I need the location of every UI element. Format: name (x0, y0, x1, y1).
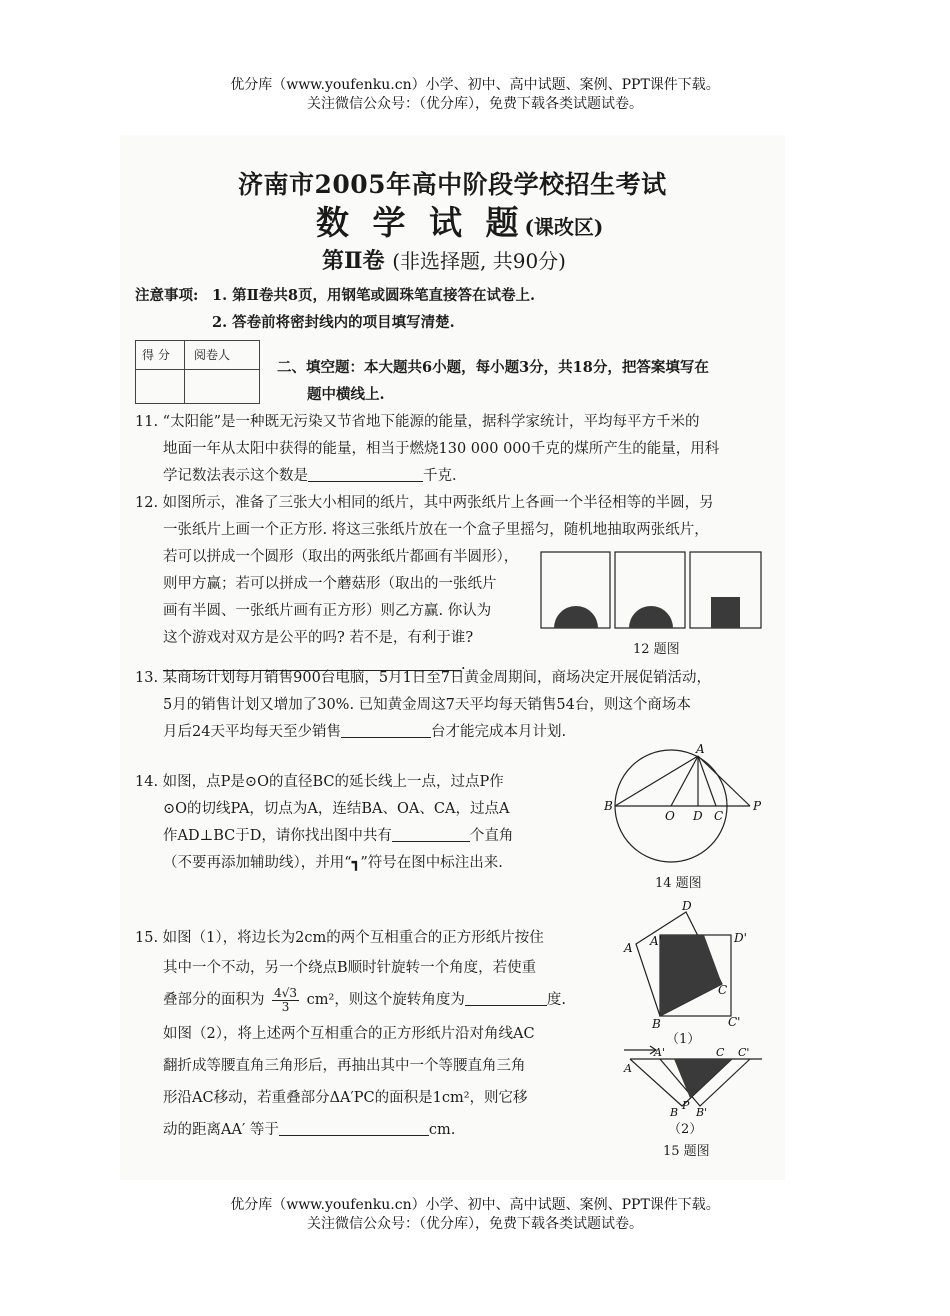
q14-line-1: 14. 如图，点P是⊙O的直径BC的延长线上一点，过点P作 (135, 774, 504, 790)
q14-line-3: 作AD⊥BC于D，请你找出图中共有 个直角 (163, 822, 513, 850)
segment-ba (615, 756, 698, 806)
q15-line-4: 如图（2），将上述两个互相重合的正方形纸片沿对角线AC (163, 1026, 535, 1042)
label-p: P (682, 1099, 690, 1112)
half-circle-1 (554, 606, 598, 628)
q15-line-5: 翻折成等腰直角三角形后，再抽出其中一个等腰直角三角 (163, 1058, 526, 1074)
q15-answer-blank-1 (465, 989, 547, 1006)
volume-note: (非选择题, 共90分) (392, 249, 566, 273)
label-c: C (714, 809, 724, 823)
label-c1: C' (738, 1046, 750, 1059)
label-a1: A' (654, 1046, 665, 1059)
label-o: O (665, 809, 675, 823)
q13-line-1: 13. 某商场计划每月销售900台电脑，5月1日至7日黄金周期间，商场决定开展促销活动， (135, 670, 712, 686)
q12-line-2: 一张纸片上画一个正方形. 将这三张纸片放在一个盒子里摇匀，随机地抽取两张纸片， (163, 522, 709, 538)
q15-line-6: 形沿AC移动，若重叠部分ΔA′PC的面积是1cm²，则它移 (163, 1090, 528, 1106)
q14-answer-blank (392, 825, 470, 842)
q15-caption: 15 题图 (663, 1144, 710, 1159)
label-b: B (604, 799, 613, 813)
subject-name: 数 学 试 题 (316, 203, 525, 242)
section-heading-2: 题中横线上. (307, 386, 385, 403)
half-circle-2 (629, 606, 673, 628)
q14-caption: 14 题图 (655, 876, 702, 891)
label-c: C (716, 1046, 725, 1059)
label-a: A (624, 1062, 632, 1075)
watermark-line-1: 优分库（www.youfenku.cn）小学、初中、高中试题、案例、PPT课件下载。 (230, 77, 720, 93)
q14-line-2: ⊙O的切线PA，切点为A，连结BA、OA、CA，过点A (163, 801, 510, 817)
watermark-footer (0, 1196, 950, 1234)
notice-item-2: 2. 答卷前将密封线内的项目填写清楚. (212, 314, 455, 331)
q15-answer-blank-2 (279, 1119, 429, 1136)
q15-sub-caption-2: （2） (668, 1122, 703, 1137)
notice-label: 注意事项: (135, 287, 199, 304)
subject-note: (课改区) (524, 215, 604, 239)
label-a: A (696, 742, 705, 756)
q15-line-7: 动的距离AA′ 等于 cm. (163, 1116, 455, 1144)
segment-pa (698, 756, 750, 806)
q13-line-2: 5月的销售计划又增加了30%. 已知黄金周这7天平均每天销售54台，则这个商场本 (163, 697, 691, 713)
watermark-line-2: 关注微信公众号：（优分库），免费下载各类试题试卷。 (307, 1216, 643, 1232)
label-c1: C' (728, 1015, 741, 1029)
q12-line-6: 这个游戏对双方是公平的吗? 若不是，有利于谁? (163, 630, 474, 646)
q15-line-3: 叠部分的面积为 $\frac{4√3}{3}$ cm²，则这个旋转角度为 度. (163, 985, 566, 1014)
label-a: A (624, 941, 633, 955)
q11-line-1: 11. “太阳能”是一种既无污染又节省地下能源的能量，据科学家统计，平均每平方千米的 (135, 414, 700, 430)
label-c: C (718, 983, 728, 997)
watermark-line-1: 优分库（www.youfenku.cn）小学、初中、高中试题、案例、PPT课件下载。 (230, 1197, 720, 1213)
q15-line-1: 15. 如图（1），将边长为2cm的两个互相重合的正方形纸片按住 (135, 930, 544, 946)
overlap-region (660, 935, 722, 1016)
volume-title (322, 244, 566, 275)
score-table (135, 340, 260, 404)
label-b1: B' (696, 1106, 708, 1119)
q15-figure-1 (622, 899, 772, 1032)
label-p: P (753, 799, 762, 813)
q12-figure (540, 551, 765, 631)
score-label: 得 分 (142, 348, 170, 362)
q12-line-7: . (163, 651, 466, 679)
label-d: D (682, 899, 692, 913)
label-d1: D' (734, 931, 747, 945)
label-b: B (652, 1017, 661, 1031)
q13-line-3: 月后24天平均每天至少销售 台才能完成本月计划. (163, 718, 566, 746)
q12-line-3: 若可以拼成一个圆形（取出的两张纸片都画有半圆形）， (163, 549, 519, 565)
q14-figure (604, 742, 768, 868)
q13-answer-blank (341, 721, 431, 738)
q14-line-4: （不要再添加辅助线），并用“┓”符号在图中标注出来. (163, 855, 503, 871)
q11-line-3: 学记数法表示这个数是 千克. (163, 462, 457, 490)
section-heading-1: 二、填空题：本大题共6小题，每小题3分，共18分，把答案填写在 (277, 359, 709, 376)
label-d: D (693, 809, 703, 823)
q12-line-1: 12. 如图所示，准备了三张大小相同的纸片，其中两张纸片上各画一个半径相等的半圆，另 (135, 495, 714, 511)
grader-label: 阅卷人 (194, 348, 231, 362)
label-a1: A' (650, 934, 662, 948)
watermark-line-2: 关注微信公众号：（优分库），免费下载各类试题试卷。 (307, 96, 643, 112)
watermark-header (0, 76, 950, 114)
exam-title: 济南市2005年高中阶段学校招生考试 (238, 170, 667, 199)
q15-figure-2 (620, 1042, 770, 1122)
notice-item-1: 1. 第Ⅱ卷共8页，用钢笔或圆珠笔直接答在试卷上. (212, 287, 536, 304)
q12-line-4: 则甲方赢；若可以拼成一个蘑菇形（取出的一张纸片 (163, 576, 497, 592)
q15-sub-caption-1: （1） (666, 1032, 701, 1047)
volume-name: 第Ⅱ卷 (322, 248, 385, 274)
q11-line-2: 地面一年从太阳中获得的能量，相当于燃烧130 000 000千克的煤所产生的能量，用科 (163, 441, 720, 457)
q11-answer-blank (308, 465, 423, 482)
square-shape (711, 597, 740, 628)
q12-line-5: 画有半圆、一张纸片画有正方形）则乙方赢. 你认为 (163, 603, 492, 619)
label-b: B (670, 1106, 679, 1119)
subject-title (316, 197, 603, 244)
area-fraction: $\frac{4√3}{3}$ (274, 985, 298, 1014)
overlap-triangle (674, 1059, 732, 1098)
q15-line-2: 其中一个不动，另一个绕点B顺时针旋转一个角度，若使重 (163, 960, 537, 976)
q12-caption: 12 题图 (633, 642, 680, 657)
